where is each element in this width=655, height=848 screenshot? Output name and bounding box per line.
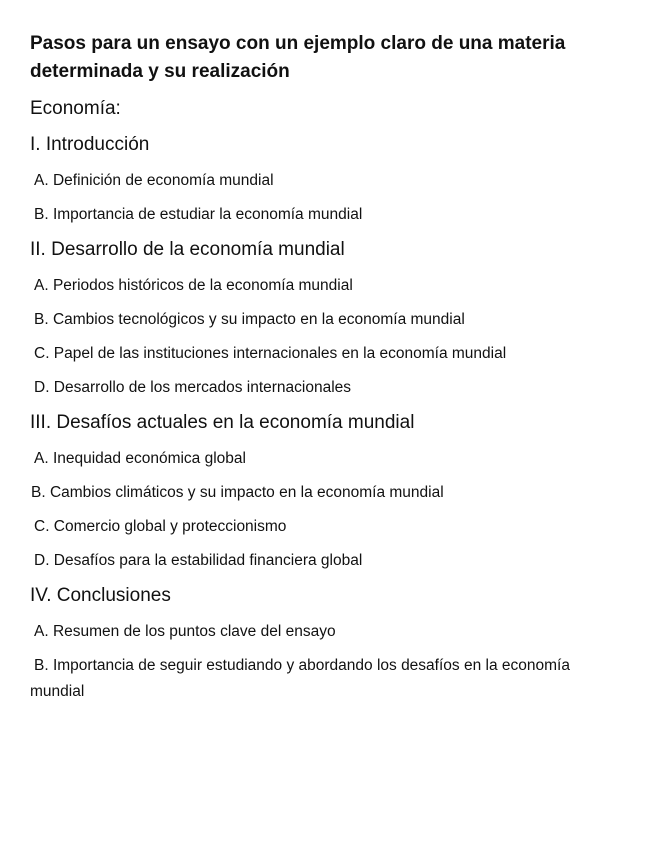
list-item: C. Comercio global y proteccionismo bbox=[34, 518, 287, 535]
list-item: D. Desarrollo de los mercados internacionales bbox=[34, 379, 352, 396]
list-item: A. Inequidad económica global bbox=[34, 450, 246, 467]
list-item: B. Importancia de estudiar la economía mundial bbox=[34, 206, 363, 223]
list-item: D. Desafíos para la estabilidad financiera global bbox=[34, 552, 363, 569]
list-item: A. Definición de economía mundial bbox=[34, 172, 274, 189]
list-item: B. Cambios climáticos y su impacto en la economía mundial bbox=[31, 484, 444, 501]
list-item: C. Papel de las instituciones internacionales en la economía mundial bbox=[34, 345, 507, 362]
list-item: B. Importancia de seguir estudiando y abordando los desafíos en la economía mundial bbox=[30, 657, 570, 700]
section-heading-introduccion: I. Introducción bbox=[30, 134, 150, 155]
document-title: Pasos para un ensayo con un ejemplo claro de una materia determinada y su realización bbox=[30, 33, 566, 82]
section-heading-conclusiones: IV. Conclusiones bbox=[30, 585, 171, 606]
list-item: A. Periodos históricos de la economía mundial bbox=[34, 277, 353, 294]
section-heading-desarrollo: II. Desarrollo de la economía mundial bbox=[30, 239, 345, 260]
list-item: A. Resumen de los puntos clave del ensayo bbox=[34, 623, 336, 640]
section-heading-desafios: III. Desafíos actuales en la economía mundial bbox=[30, 412, 415, 433]
list-item: B. Cambios tecnológicos y su impacto en la economía mundial bbox=[34, 311, 465, 328]
subject-label: Economía: bbox=[30, 98, 121, 119]
